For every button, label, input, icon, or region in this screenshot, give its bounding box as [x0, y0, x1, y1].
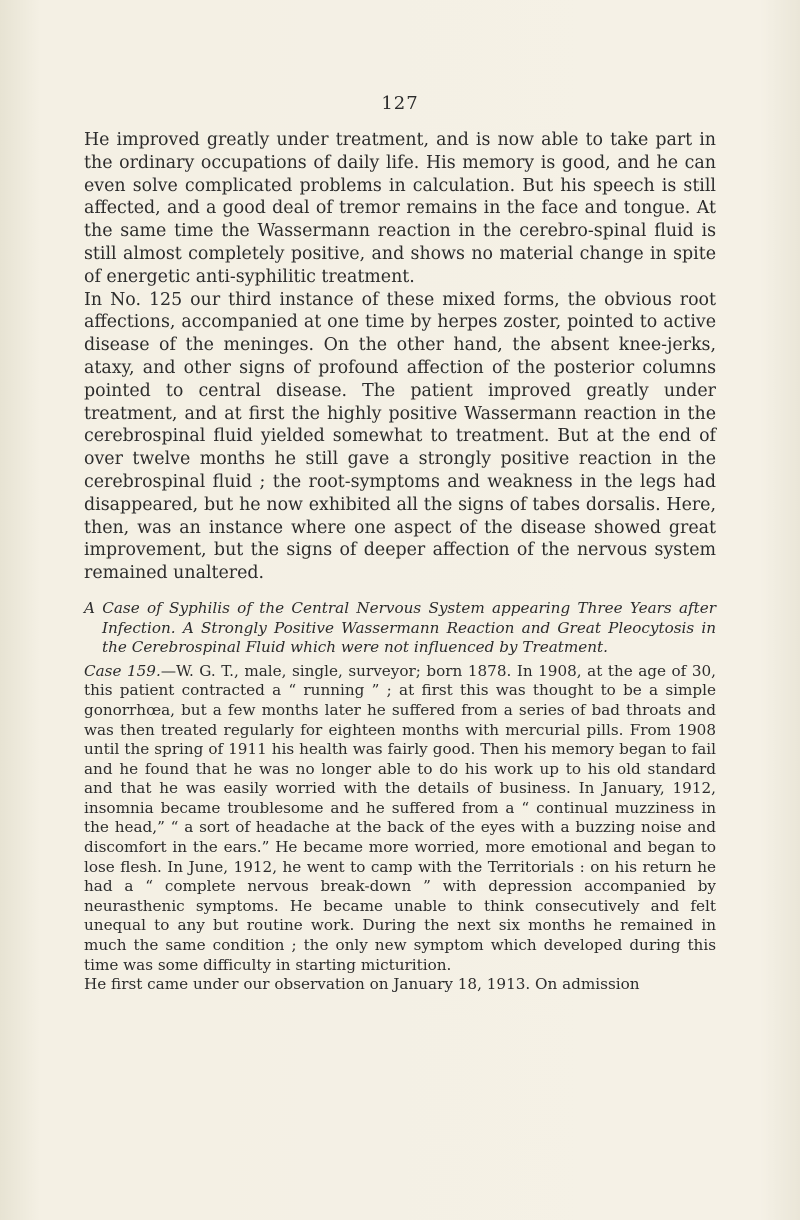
case-text: —W. G. T., male, single, surveyor; born 1878. In 1908, at the age of 30, this patient contracted a “ running ” ; at first this was thought to be a simple gonorrhœa, but a few months later he suffered from a series of bad throats and was then treated regularly for eighteen months with mercurial pills. From 1908 until the spring of 1911 his health was fairly good. Then his memory began to fail and he found that he was no longer able to do his work up to his old standard and that he was easily worried with the details of business. In January, 1912, insomnia became troublesome and he suffered from a “ continual muzziness in the head,” “ a sort of headache at the back of the eyes with a buzzing noise and discomfort in the ears.” He became more worried, more emotional and began to lose flesh. In June, 1912, he went to camp with the Territorials : on his return he had a “ complete nervous break-down ” with depression accompanied by neurasthenic symptoms. He became unable to think consecutively and felt unequal to any but routine work. During the next six months he remained in much the same condition ; the only new symptom which developed during this time was some difficulty in starting micturition.: [84, 661, 716, 974]
case-label: Case 159.: [84, 661, 161, 680]
case-paragraph: [84, 662, 716, 976]
paragraph-1: He improved greatly under treatment, and is now able to take part in the ordinary occupations of daily life. His memory is good, and he can even solve complicated problems in calculation. But his speech is still affected, and a good deal of tremor remains in the face and tongue. At the same time the Wassermann reaction in the cerebro-spinal fluid is still almost completely positive, and shows no material change in spite of energetic anti-syphilitic treatment.: [84, 130, 716, 287]
final-paragraph: He first came under our observation on January 18, 1913. On admission: [84, 975, 640, 994]
section-heading: A Case of Syphilis of the Central Nervous System appearing Three Years after Infection. A Strongly Positive Wassermann Reaction and Great Pleocytosis in the Cerebrospinal Fluid which were not influenced by Treatment.: [84, 598, 716, 657]
page-body: [84, 129, 716, 995]
paragraph-2: In No. 125 our third instance of these mixed forms, the obvious root affections, accompanied at one time by herpes zoster, pointed to active disease of the meninges. On the other hand, the absent knee-jerks, ataxy, and other signs of profound affection of the posterior columns pointed to central disease. The patient improved greatly under treatment, and at first the highly positive Wassermann reaction in the cerebrospinal fluid yielded somewhat to treatment. But at the end of over twelve months he still gave a strongly positive reaction in the cerebrospinal fluid ; the root-symptoms and weakness in the legs had disappeared, but he now exhibited all the signs of tabes dorsalis. Here, then, was an instance where one aspect of the disease showed great improvement, but the signs of deeper affection of the nervous system remained unaltered.: [84, 289, 716, 584]
page-number: 127: [381, 93, 419, 114]
case-report: [84, 662, 716, 995]
large-text-block: [84, 129, 716, 585]
